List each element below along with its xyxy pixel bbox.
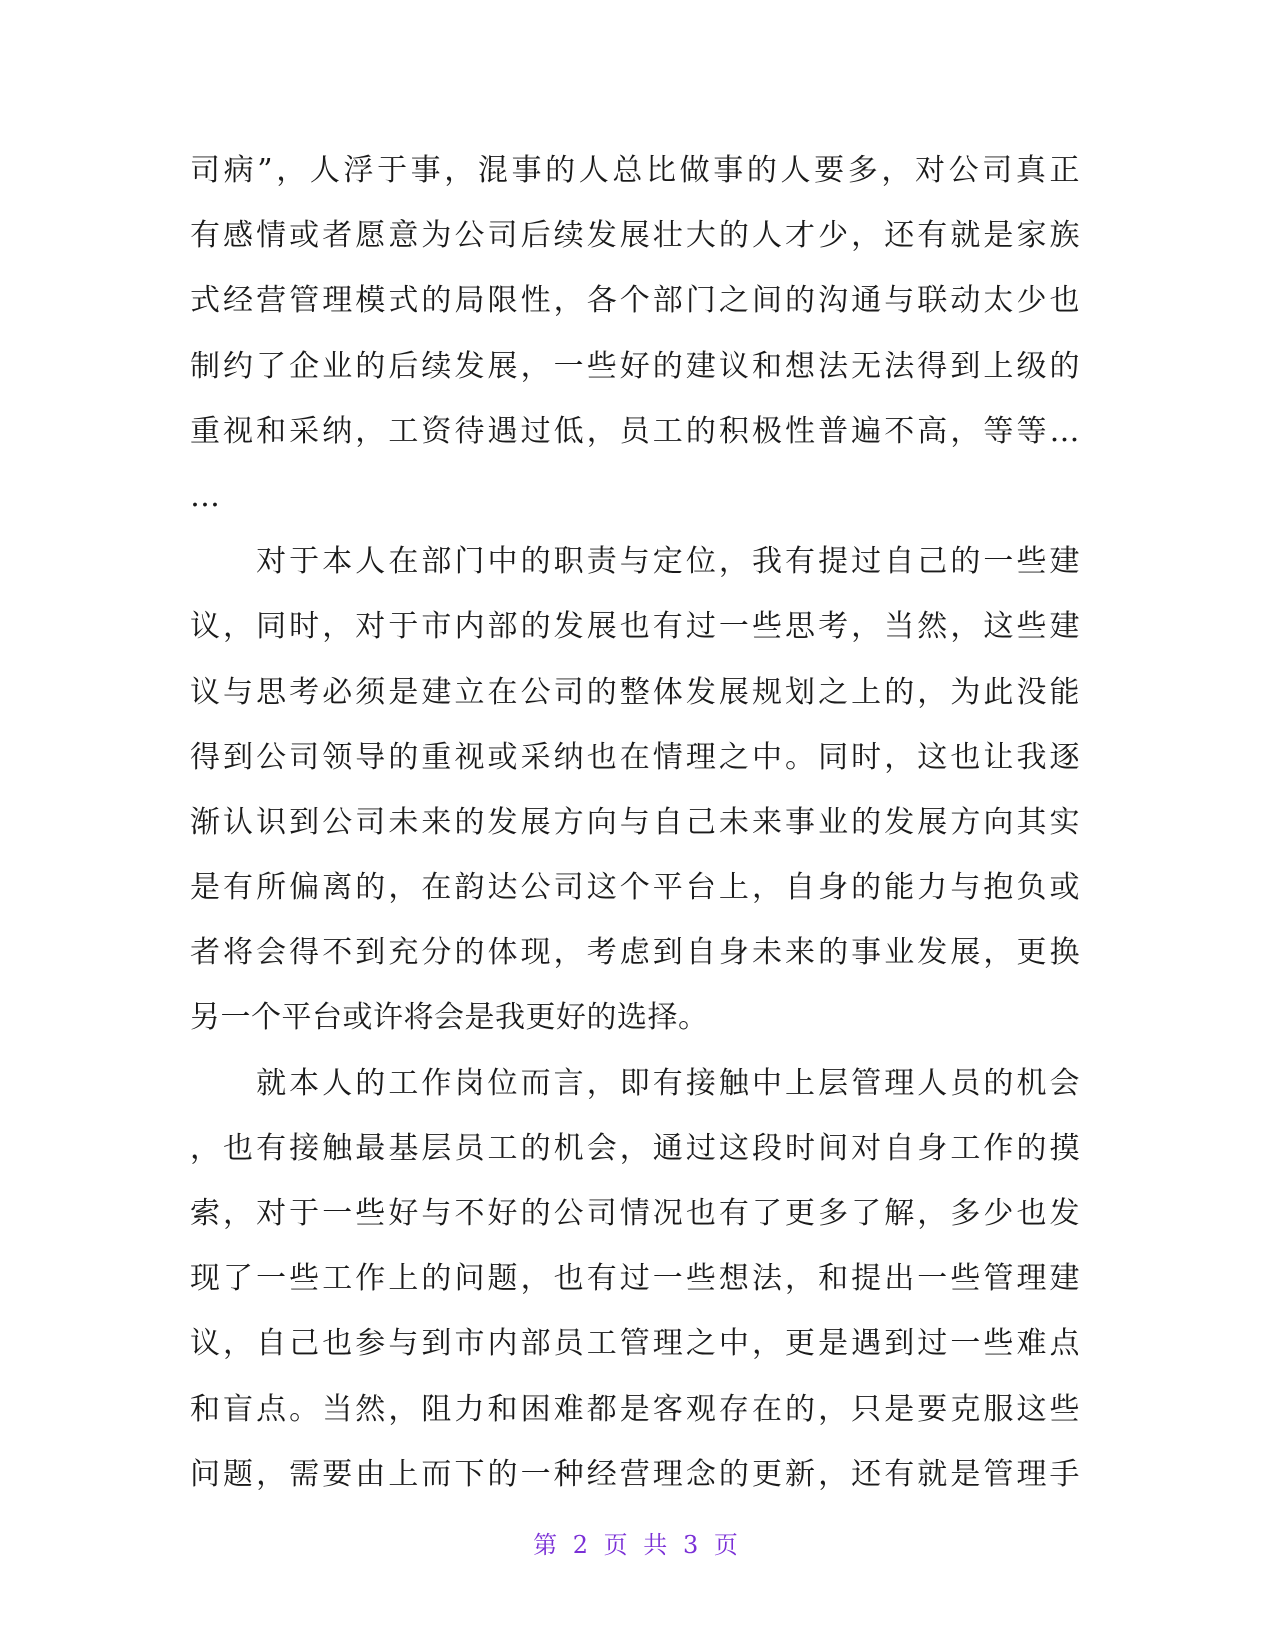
text-line: 得到公司领导的重视或采纳也在情理之中。同时，这也让我逐 xyxy=(190,739,1080,775)
text-line: 重视和采纳，工资待遇过低，员工的积极性普遍不高，等等… xyxy=(190,413,1080,449)
text-line: ，也有接触最基层员工的机会，通过这段时间对自身工作的摸 xyxy=(190,1130,1080,1166)
text-line: 索，对于一些好与不好的公司情况也有了更多了解，多少也发 xyxy=(190,1196,1080,1231)
text-line: 就本人的工作岗位而言，即有接触中上层管理人员的机会 xyxy=(190,1065,1080,1101)
text-line: 渐认识到公司未来的发展方向与自己未来事业的发展方向其实 xyxy=(190,804,1080,840)
page-number-footer: 第 2 页 共 3 页 xyxy=(533,1531,742,1559)
text-line: 议与思考必须是建立在公司的整体发展规划之上的，为此没能 xyxy=(190,674,1080,710)
text-line: 议，同时，对于市内部的发展也有过一些思考，当然，这些建 xyxy=(190,609,1080,645)
text-line: 司病”，人浮于事，混事的人总比做事的人要多，对公司真正 xyxy=(190,153,1080,188)
text-line: 是有所偏离的，在韵达公司这个平台上，自身的能力与抱负或 xyxy=(190,870,1080,906)
text-line: 另一个平台或许将会是我更好的选择。 xyxy=(190,1000,709,1036)
text-line: 者将会得不到充分的体现，考虑到自身未来的事业发展，更换 xyxy=(190,935,1080,971)
text-line: 对于本人在部门中的职责与定位，我有提过自己的一些建 xyxy=(190,544,1080,580)
body-text xyxy=(190,138,1080,1507)
text-line: 有感情或者愿意为公司后续发展壮大的人才少，还有就是家族 xyxy=(190,218,1080,254)
text-line: 问题，需要由上而下的一种经营理念的更新，还有就是管理手 xyxy=(190,1456,1080,1492)
text-line: 议，自己也参与到市内部员工管理之中，更是遇到过一些难点 xyxy=(190,1326,1080,1362)
text-line: 制约了企业的后续发展，一些好的建议和想法无法得到上级的 xyxy=(190,348,1080,384)
text-line: 式经营管理模式的局限性，各个部门之间的沟通与联动太少也 xyxy=(190,283,1080,319)
text-line: 和盲点。当然，阻力和困难都是客观存在的，只是要克服这些 xyxy=(190,1391,1080,1427)
text-line: … xyxy=(190,478,221,514)
text-line: 现了一些工作上的问题，也有过一些想法，和提出一些管理建 xyxy=(190,1261,1080,1297)
